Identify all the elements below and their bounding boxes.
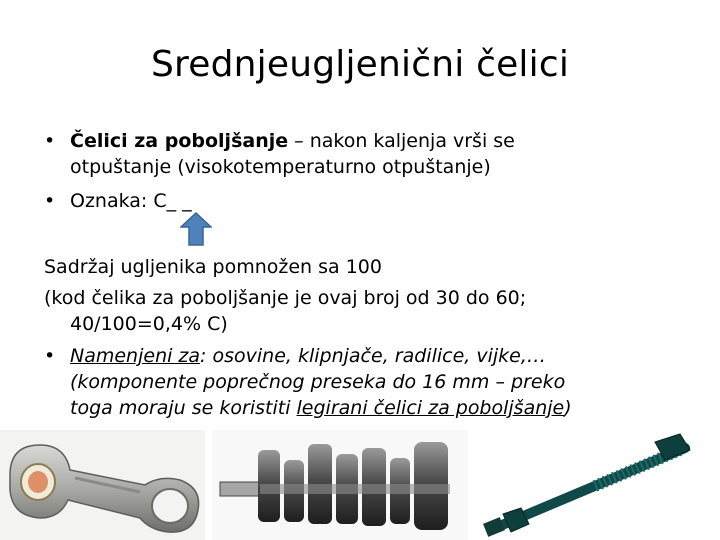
bullet-3-line-3-end: ) bbox=[564, 397, 572, 419]
paragraph-line-2: (kod čelika za poboljšanje je ovaj broj od 30 do 60; bbox=[44, 287, 527, 309]
up-arrow-icon bbox=[180, 212, 212, 246]
bullet-3-line-3-underlined: legirani čelici za poboljšanje bbox=[296, 397, 565, 419]
bullet-3-rest: : osovine, klipnjače, radilice, vijke,… bbox=[200, 345, 546, 367]
bullet-1-bold: Čelici za poboljšanje bbox=[70, 130, 289, 152]
connecting-rod-image bbox=[0, 430, 205, 540]
bullet-3-line-3 bbox=[70, 397, 572, 419]
slide-title: Srednjeugljenični čelici bbox=[150, 44, 570, 85]
bullet-1-rest: – nakon kaljenja vrši se bbox=[288, 130, 515, 152]
bolt-image bbox=[475, 430, 720, 540]
paragraph-line-1: Sadržaj ugljenika pomnožen sa 100 bbox=[44, 256, 382, 278]
bullet-3-line-3-start: toga moraju se koristiti bbox=[70, 397, 297, 419]
bullet-marker: • bbox=[44, 345, 56, 367]
bullet-3-line-1 bbox=[70, 345, 546, 367]
paragraph-line-3: 40/100=0,4% C) bbox=[70, 313, 228, 335]
crankshaft-image bbox=[212, 430, 468, 540]
bullet-marker: • bbox=[44, 130, 56, 152]
bullet-2: Oznaka: C_ _ bbox=[70, 190, 192, 212]
bullet-1-line-1 bbox=[70, 130, 515, 152]
bullet-1-line-2: otpuštanje (visokotemperaturno otpuštanje) bbox=[70, 156, 491, 178]
bullet-3-underlined: Namenjeni za bbox=[70, 345, 201, 367]
bullet-3-line-2: (komponente poprečnog preseka do 16 mm – preko bbox=[70, 371, 566, 393]
bullet-marker: • bbox=[44, 190, 56, 212]
